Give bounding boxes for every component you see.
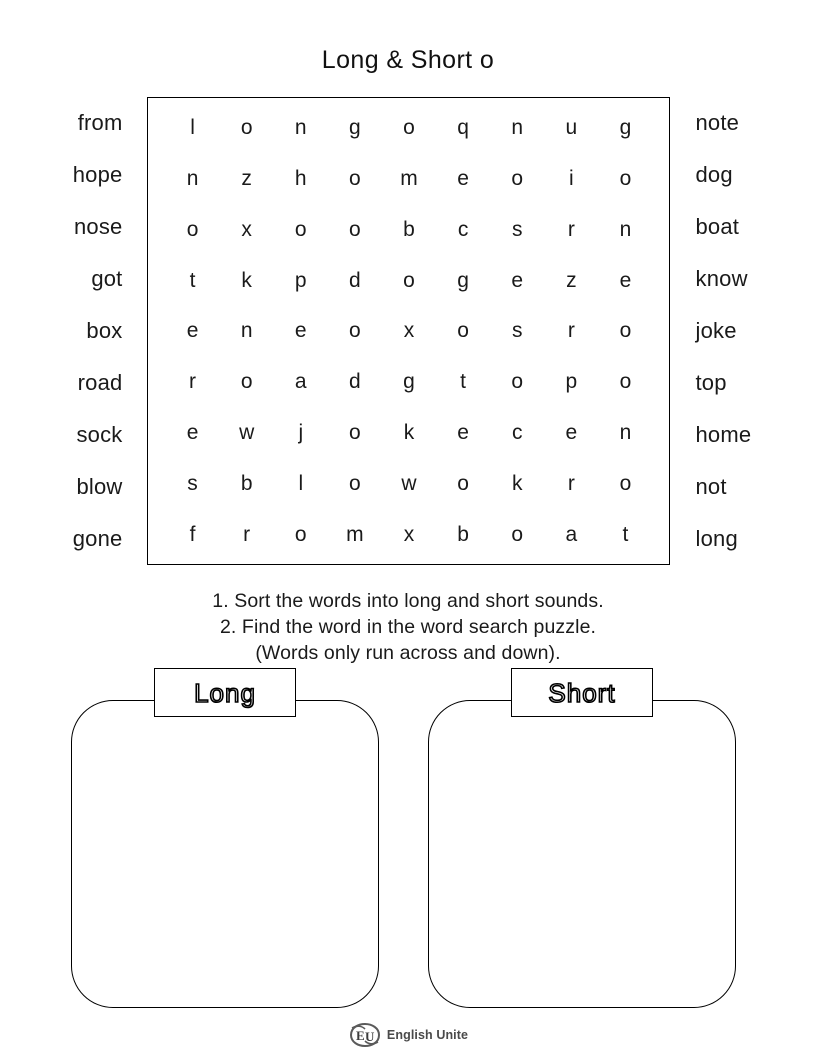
word-list-item: top: [695, 370, 727, 395]
brand-name: English Unite: [386, 1028, 469, 1042]
grid-cell[interactable]: n: [511, 115, 524, 139]
grid-cell[interactable]: a: [565, 522, 578, 546]
grid-cell[interactable]: m: [346, 522, 364, 546]
grid-cell[interactable]: w: [401, 472, 417, 496]
grid-cell[interactable]: d: [349, 370, 361, 394]
instructions: [0, 588, 816, 666]
grid-cell[interactable]: g: [619, 115, 632, 139]
grid-cell[interactable]: r: [567, 319, 575, 343]
grid-cell[interactable]: x: [241, 217, 252, 241]
grid-cell[interactable]: s: [511, 217, 523, 241]
grid-row: [166, 422, 653, 443]
answer-box-long[interactable]: [71, 700, 379, 1008]
grid-row: [166, 320, 653, 341]
grid-row: [166, 371, 653, 392]
grid-cell[interactable]: b: [403, 217, 415, 241]
word-list-item: not: [695, 474, 727, 499]
grid-cell[interactable]: w: [239, 421, 255, 445]
grid-cell[interactable]: u: [565, 115, 578, 139]
grid-row: [166, 117, 653, 138]
grid-cell[interactable]: s: [187, 472, 198, 496]
grid-cell[interactable]: r: [243, 522, 251, 546]
word-list-item: box: [86, 318, 123, 343]
grid-cell[interactable]: t: [189, 268, 196, 292]
grid-cell[interactable]: c: [511, 421, 523, 445]
grid-cell[interactable]: o: [240, 370, 253, 394]
grid-cell[interactable]: r: [189, 370, 197, 394]
grid-cell[interactable]: o: [457, 319, 469, 343]
grid-cell[interactable]: o: [186, 217, 199, 241]
word-list-item: sock: [76, 422, 123, 447]
grid-cell[interactable]: z: [566, 268, 577, 292]
word-list-item: dog: [695, 162, 733, 187]
word-list-item: note: [695, 110, 740, 135]
grid-cell[interactable]: b: [240, 472, 253, 496]
grid-cell[interactable]: b: [457, 522, 469, 546]
sort-group-short: [428, 668, 736, 1013]
footer-branding: [0, 1022, 816, 1048]
word-list-item: home: [695, 422, 752, 447]
word-list-item: road: [77, 370, 123, 395]
grid-cell[interactable]: g: [457, 268, 469, 292]
word-list-item: blow: [76, 474, 123, 499]
grid-cell[interactable]: o: [294, 522, 307, 546]
grid-row: [166, 524, 653, 545]
letter-grid[interactable]: [147, 97, 670, 565]
word-list-item: know: [695, 266, 748, 291]
word-list-item: nose: [73, 214, 123, 239]
grid-cell[interactable]: f: [189, 522, 196, 546]
sort-label-short: Short: [548, 677, 616, 708]
word-list-item: gone: [72, 526, 123, 551]
grid-cell[interactable]: n: [619, 217, 632, 241]
grid-cell[interactable]: k: [241, 268, 252, 292]
grid-row: [166, 473, 653, 494]
grid-cell[interactable]: d: [349, 268, 361, 292]
grid-cell[interactable]: i: [568, 166, 574, 190]
grid-cell[interactable]: r: [567, 217, 575, 241]
word-list-right: [670, 97, 795, 565]
grid-cell[interactable]: o: [349, 166, 361, 190]
svg-text:E: E: [355, 1028, 365, 1043]
word-list-item: long: [695, 526, 738, 551]
english-unite-logo-icon: [348, 1022, 382, 1048]
grid-cell[interactable]: m: [400, 166, 418, 190]
grid-cell[interactable]: e: [457, 166, 469, 190]
sort-label-box-long: [154, 668, 296, 717]
grid-cell[interactable]: o: [349, 472, 361, 496]
grid-cell[interactable]: o: [619, 472, 632, 496]
sort-label-long: Long: [194, 677, 256, 708]
grid-cell[interactable]: e: [619, 268, 632, 292]
word-list-left: [22, 97, 147, 565]
grid-cell[interactable]: h: [294, 166, 307, 190]
sorting-section: [0, 668, 816, 1013]
grid-row: [166, 219, 653, 240]
grid-cell[interactable]: o: [511, 522, 524, 546]
grid-cell[interactable]: e: [186, 319, 199, 343]
instruction-line: 1. Sort the words into long and short sounds.: [212, 590, 604, 612]
grid-cell[interactable]: o: [619, 319, 632, 343]
grid-cell[interactable]: g: [403, 370, 415, 394]
grid-cell[interactable]: o: [619, 370, 632, 394]
word-list-item: joke: [695, 318, 737, 343]
word-list-item: hope: [72, 162, 123, 187]
grid-cell[interactable]: g: [349, 115, 361, 139]
grid-cell[interactable]: n: [240, 319, 253, 343]
grid-cell[interactable]: t: [460, 370, 467, 394]
grid-cell[interactable]: o: [619, 166, 632, 190]
grid-cell[interactable]: x: [403, 522, 415, 546]
grid-cell[interactable]: z: [241, 166, 252, 190]
sort-group-long: [71, 668, 379, 1013]
grid-cell[interactable]: o: [240, 115, 253, 139]
grid-cell[interactable]: o: [457, 472, 469, 496]
grid-cell[interactable]: o: [511, 166, 524, 190]
grid-cell[interactable]: o: [511, 370, 524, 394]
grid-row: [166, 168, 653, 189]
sort-label-box-short: [511, 668, 653, 717]
grid-cell[interactable]: p: [565, 370, 578, 394]
grid-cell[interactable]: k: [403, 421, 415, 445]
word-list-item: boat: [695, 214, 740, 239]
grid-cell[interactable]: x: [403, 319, 415, 343]
grid-cell[interactable]: q: [457, 115, 469, 139]
page-title: Long & Short o: [321, 46, 495, 74]
grid-cell[interactable]: n: [294, 115, 307, 139]
instruction-line: 2. Find the word in the word search puzzle.: [219, 616, 597, 638]
grid-cell[interactable]: a: [294, 370, 307, 394]
grid-cell[interactable]: e: [457, 421, 469, 445]
word-list-item: from: [77, 110, 123, 135]
grid-cell[interactable]: o: [349, 421, 361, 445]
word-list-item: got: [91, 266, 123, 291]
grid-cell[interactable]: o: [349, 319, 361, 343]
grid-cell[interactable]: s: [511, 319, 523, 343]
grid-cell[interactable]: p: [294, 268, 307, 292]
grid-cell[interactable]: n: [186, 166, 199, 190]
grid-cell[interactable]: n: [619, 421, 632, 445]
grid-cell[interactable]: t: [622, 522, 629, 546]
grid-cell[interactable]: e: [186, 421, 199, 445]
grid-cell[interactable]: o: [403, 115, 415, 139]
instruction-line: (Words only run across and down).: [255, 642, 561, 664]
grid-row: [166, 270, 653, 291]
grid-cell[interactable]: o: [349, 217, 361, 241]
grid-cell[interactable]: o: [294, 217, 307, 241]
answer-box-short[interactable]: [428, 700, 736, 1008]
grid-cell[interactable]: o: [403, 268, 415, 292]
grid-cell[interactable]: e: [294, 319, 307, 343]
grid-cell[interactable]: c: [457, 217, 469, 241]
svg-text:U: U: [364, 1029, 375, 1044]
grid-cell[interactable]: l: [298, 472, 304, 496]
grid-cell[interactable]: k: [511, 472, 523, 496]
grid-cell[interactable]: l: [190, 115, 195, 139]
grid-cell[interactable]: e: [565, 421, 578, 445]
word-search-section: [0, 97, 816, 565]
grid-cell[interactable]: j: [298, 421, 304, 445]
grid-cell[interactable]: e: [511, 268, 524, 292]
grid-cell[interactable]: r: [567, 472, 575, 496]
